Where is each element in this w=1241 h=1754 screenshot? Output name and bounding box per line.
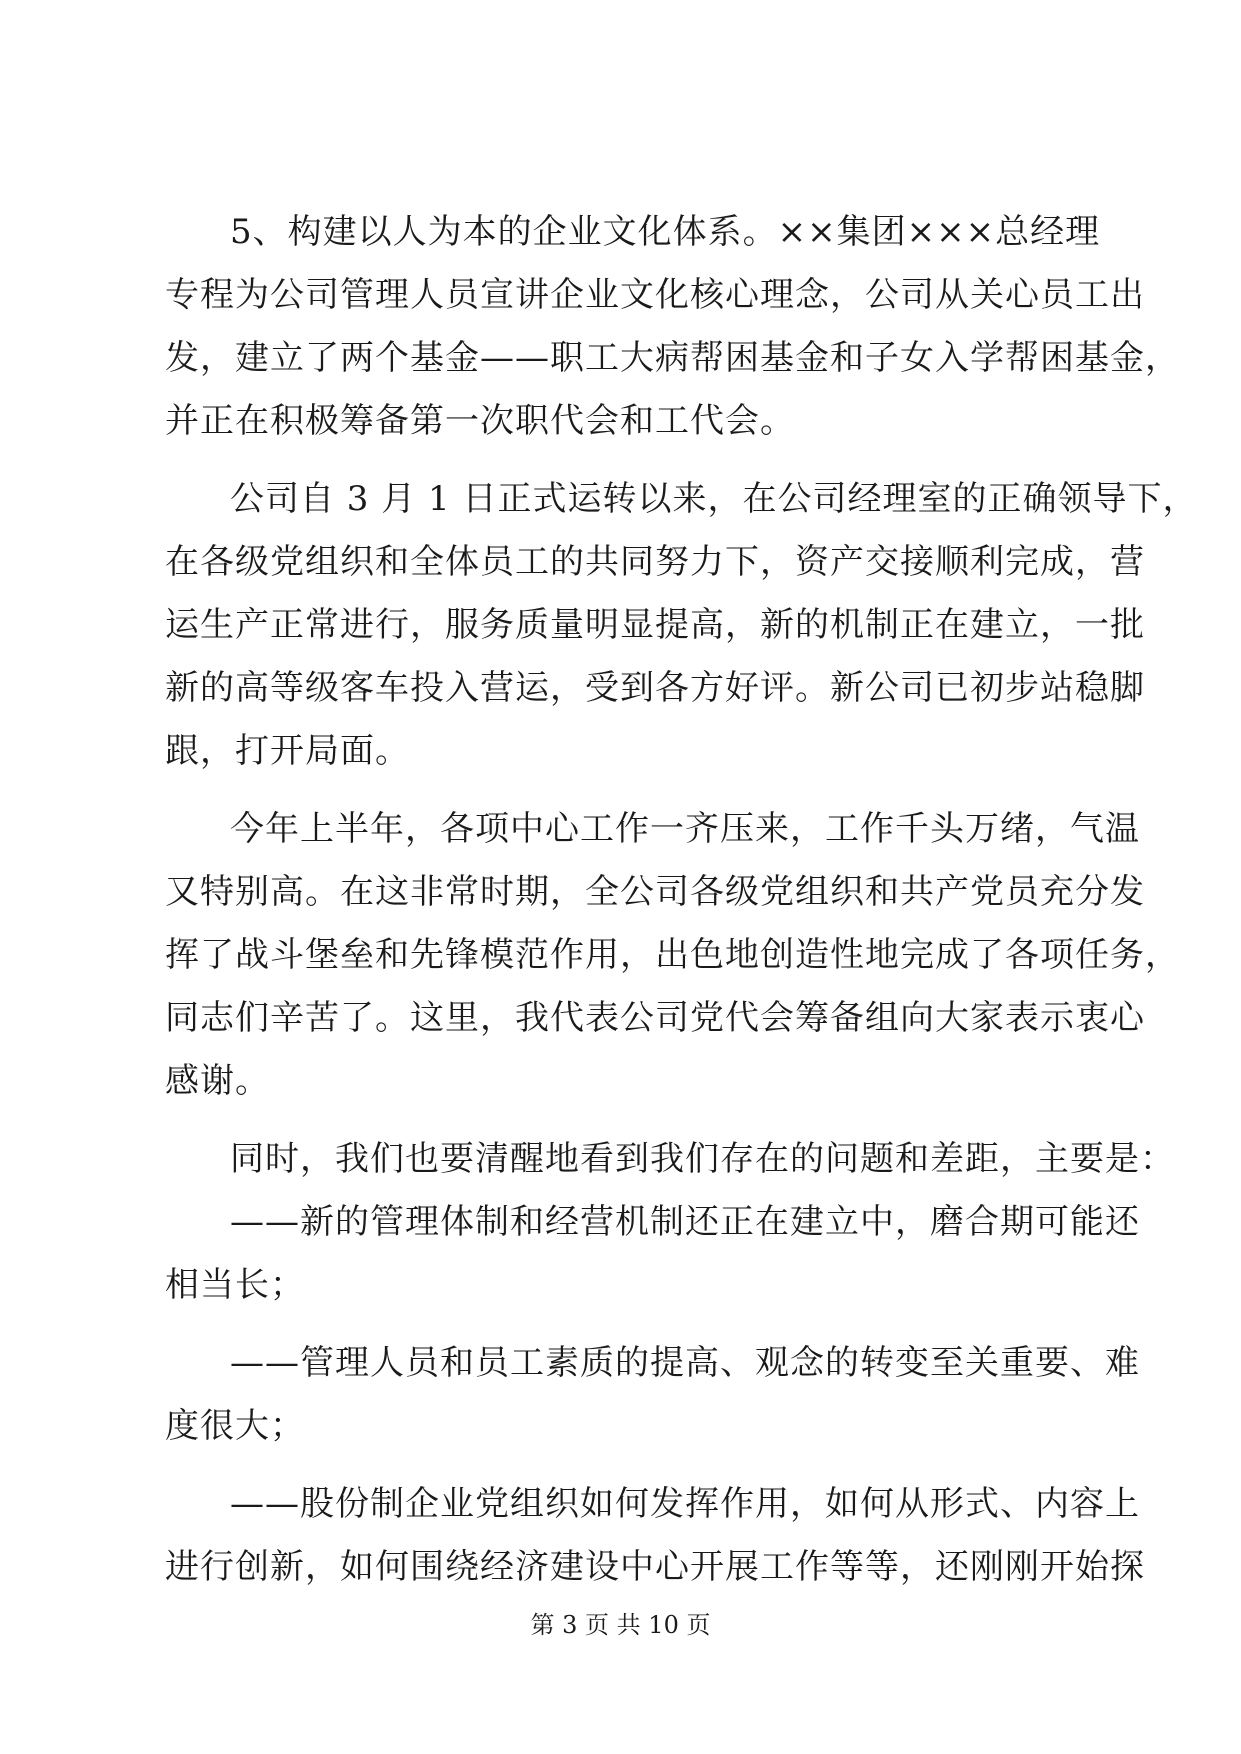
text-line: 运生产正常进行，服务质量明显提高，新的机制正在建立，一批 [165,605,1145,645]
text-line: 又特别高。在这非常时期，全公司各级党组织和共产党员充分发 [165,872,1145,912]
text-line: 并正在积极筹备第一次职代会和工代会。 [165,401,795,441]
text-line: 专程为公司管理人员宣讲企业文化核心理念，公司从关心员工出 [165,275,1145,315]
text-line: 同志们辛苦了。这里，我代表公司党代会筹备组向大家表示衷心 [165,998,1145,1038]
text-line: 发，建立了两个基金——职工大病帮困基金和子女入学帮困基金， [165,338,1180,378]
text-line: 同时，我们也要清醒地看到我们存在的问题和差距，主要是： [230,1139,1175,1179]
text-line: ——股份制企业党组织如何发挥作用，如何从形式、内容上 [230,1484,1140,1524]
text-line: 5、构建以人为本的企业文化体系。××集团×××总经理 [230,212,1101,252]
text-line: 进行创新，如何围绕经济建设中心开展工作等等，还刚刚开始探 [165,1547,1145,1587]
text-line: 今年上半年，各项中心工作一齐压来，工作千头万绪，气温 [230,809,1140,849]
text-line: 度很大； [165,1406,305,1446]
text-line: ——管理人员和员工素质的提高、观念的转变至关重要、难 [230,1343,1140,1383]
text-line: 感谢。 [165,1061,270,1101]
text-line: 相当长； [165,1265,305,1305]
text-line: 在各级党组织和全体员工的共同努力下，资产交接顺利完成，营 [165,542,1145,582]
page-footer: 第 3 页 共 10 页 [530,1611,711,1639]
text-line: 挥了战斗堡垒和先锋模范作用，出色地创造性地完成了各项任务， [165,935,1180,975]
text-line: 新的高等级客车投入营运，受到各方好评。新公司已初步站稳脚 [165,668,1145,708]
text-line: 跟，打开局面。 [165,731,410,771]
text-line: ——新的管理体制和经营机制还正在建立中，磨合期可能还 [230,1202,1140,1242]
text-line: 公司自 3 月 1 日正式运转以来，在公司经理室的正确领导下， [230,479,1198,519]
